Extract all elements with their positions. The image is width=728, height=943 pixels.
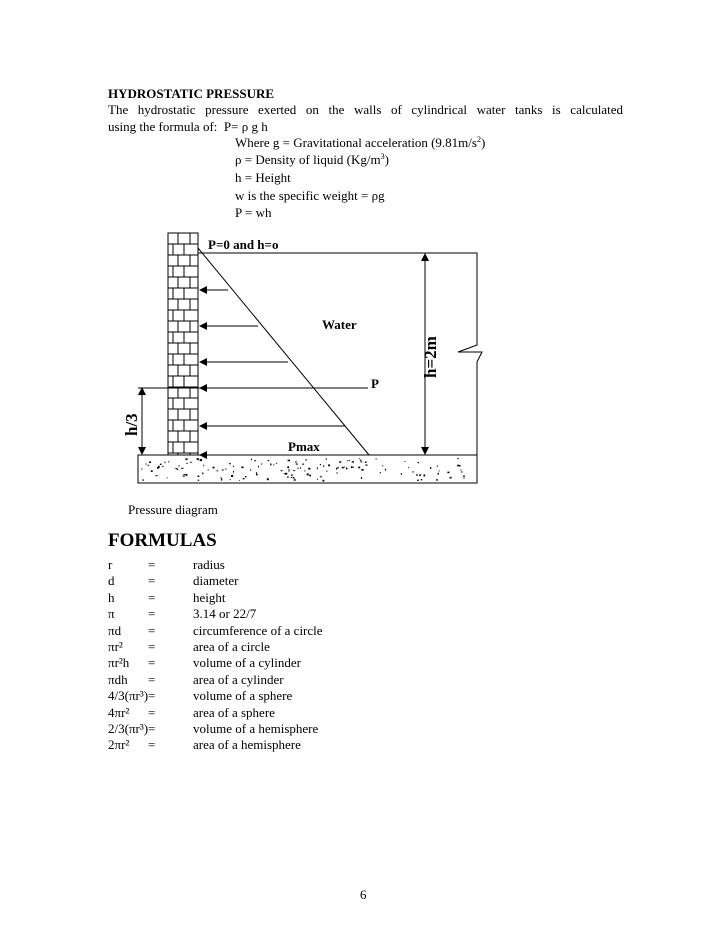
formula-symbol: πr²h xyxy=(108,655,130,671)
page-number: 6 xyxy=(360,887,367,902)
formula-definition: volume of a hemisphere xyxy=(193,721,319,736)
formula-equals: = xyxy=(148,557,156,572)
foundation xyxy=(138,455,477,483)
specific-weight-def: w is the specific weight = ρg xyxy=(235,188,385,203)
formula-symbol: πdh xyxy=(108,671,128,687)
formula-definition: area of a hemisphere xyxy=(193,737,301,753)
formula-symbol: d xyxy=(108,573,115,589)
formula-definition: 3.14 or 22/7 xyxy=(193,606,257,622)
h3-label: h/3 xyxy=(122,413,141,436)
formula-equals: = xyxy=(148,639,156,654)
formula-definition: volume of a sphere xyxy=(193,688,293,704)
where-g-text: Where g = Gravitational acceleration (9.81m/s xyxy=(235,135,477,150)
formula-equals: = xyxy=(148,704,156,720)
where-g-sup: 2 xyxy=(476,135,481,144)
section-title: HYDROSTATIC PRESSURE xyxy=(108,86,275,101)
rho-sup: 3 xyxy=(380,152,385,161)
diagram-caption: Pressure diagram xyxy=(128,502,218,517)
h-label: h=2m xyxy=(421,336,440,378)
where-g-close: ) xyxy=(480,135,486,150)
formula-symbol: 2/3(πr³)= xyxy=(108,721,156,736)
formula-definition: radius xyxy=(193,557,225,572)
brick-wall xyxy=(168,233,198,455)
main-formula: P= ρ g h xyxy=(223,119,268,134)
water-label: Water xyxy=(322,317,357,332)
formula-equals: = xyxy=(148,655,156,671)
pressure-def: P = wh xyxy=(235,205,272,220)
formula-symbol: π xyxy=(108,606,115,622)
formula-definition: circumference of a circle xyxy=(193,622,323,638)
formula-symbol: πd xyxy=(108,622,122,638)
formula-symbol: 4/3(πr³)= xyxy=(108,688,156,704)
formula-equals: = xyxy=(148,589,156,605)
formula-definition: height xyxy=(193,589,226,605)
formula-equals: = xyxy=(148,671,156,687)
rho-close: ) xyxy=(384,152,389,167)
intro-text: using the formula of: xyxy=(108,119,218,134)
height-def: h = Height xyxy=(235,170,291,185)
formula-definition: volume of a cylinder xyxy=(193,655,301,671)
formulas-title: FORMULAS xyxy=(108,530,217,551)
pressure-line xyxy=(198,248,369,455)
formula-symbol: 2πr² xyxy=(108,737,130,753)
pressure-arrows xyxy=(200,290,368,455)
top-label: P=0 and h=o xyxy=(208,237,279,252)
formula-definition: area of a circle xyxy=(193,639,270,654)
formula-equals: = xyxy=(148,573,156,589)
p-label: P xyxy=(371,376,379,391)
formula-symbol: πr² xyxy=(108,639,123,654)
formula-equals: = xyxy=(148,606,156,622)
formula-definition: area of a cylinder xyxy=(193,671,284,687)
intro-line-1: The hydrostatic pressure exerted on the walls of cylindrical water tanks is calculated xyxy=(108,102,623,117)
rho-text: ρ = Density of liquid (Kg/m xyxy=(235,152,381,167)
formula-symbol: r xyxy=(108,557,113,572)
pmax-label: Pmax xyxy=(288,439,320,454)
formula-definition: area of a sphere xyxy=(193,704,275,720)
formula-equals: = xyxy=(148,737,156,753)
formula-definition: diameter xyxy=(193,573,239,589)
formula-symbol: 4πr² xyxy=(108,704,130,720)
formula-symbol: h xyxy=(108,589,115,605)
formula-equals: = xyxy=(148,622,156,638)
